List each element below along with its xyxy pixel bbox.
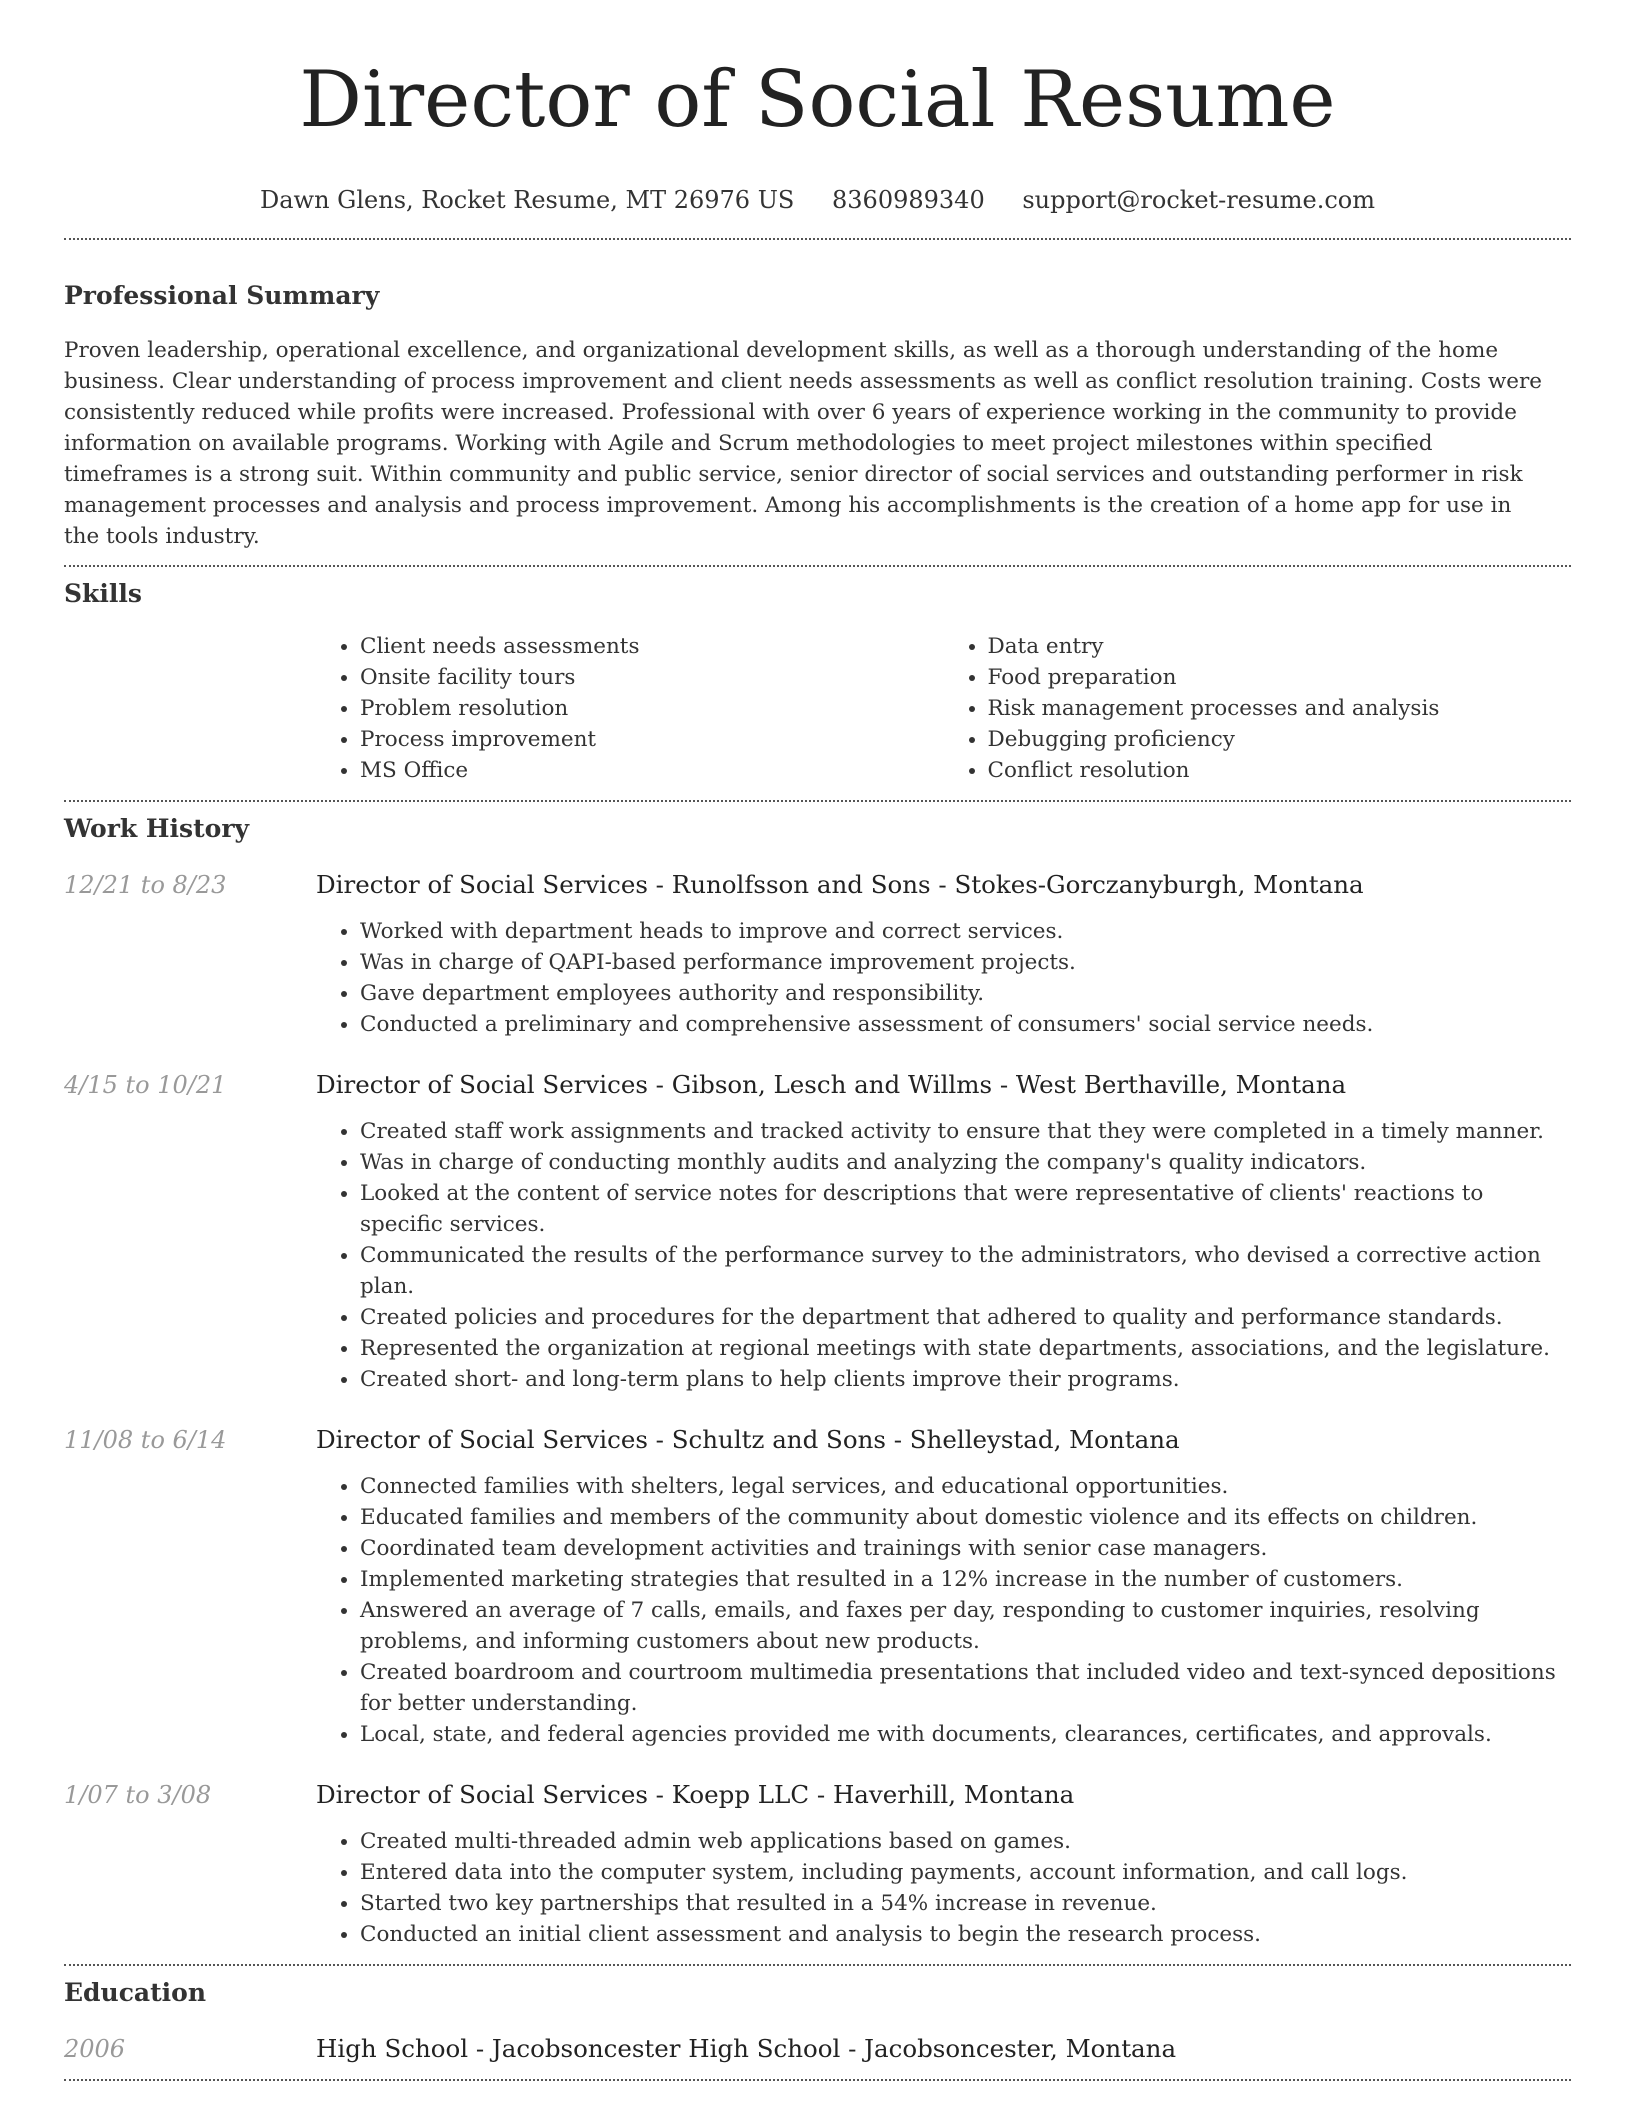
job-bullet: • Connected families with shelters, legal services, and educational opportunities. xyxy=(360,1471,1571,1502)
skills-column-right xyxy=(944,631,1572,786)
contact-phone: 8360989340 xyxy=(832,186,985,214)
skill-item: • MS Office xyxy=(360,755,944,786)
job-bullet: • Educated families and members of the community about domestic violence and its effects on children. xyxy=(360,1502,1571,1533)
job-bullet: • Created policies and procedures for the department that adhered to quality and performance standards. xyxy=(360,1302,1571,1333)
skills-heading: Skills xyxy=(64,579,142,608)
resume-page xyxy=(64,0,1571,2081)
skill-item: • Data entry xyxy=(988,631,1572,662)
job-bullet: • Started two key partnerships that resulted in a 54% increase in revenue. xyxy=(360,1888,1571,1919)
job-bullet: • Communicated the results of the performance survey to the administrators, who devised a corrective action plan. xyxy=(360,1240,1571,1302)
job-entry xyxy=(64,1779,1571,1811)
divider xyxy=(64,1964,1571,1966)
education-detail: High School - Jacobsoncester High School - Jacobsoncester, Montana xyxy=(316,2034,1177,2063)
skill-item: • Risk management processes and analysis xyxy=(988,693,1572,724)
skill-item: • Onsite facility tours xyxy=(360,662,944,693)
job-bullet: • Was in charge of QAPI-based performance improvement projects. xyxy=(360,947,1571,978)
divider xyxy=(64,238,1571,240)
job-bullets xyxy=(316,1471,1571,1750)
contact-address: Dawn Glens, Rocket Resume, MT 26976 US xyxy=(260,186,795,214)
job-bullet: • Conducted an initial client assessment and analysis to begin the research process. xyxy=(360,1919,1571,1950)
job-entry xyxy=(64,1069,1571,1101)
work-heading: Work History xyxy=(64,814,250,843)
job-bullet: • Local, state, and federal agencies provided me with documents, clearances, certificates, and approvals. xyxy=(360,1719,1571,1750)
job-dates: 1/07 to 3/08 xyxy=(64,1781,212,1809)
job-bullets xyxy=(316,1826,1571,1950)
divider xyxy=(64,2079,1571,2081)
skill-item: • Process improvement xyxy=(360,724,944,755)
job-bullet: • Conducted a preliminary and comprehensive assessment of consumers' social service needs. xyxy=(360,1009,1571,1040)
job-bullet: • Created boardroom and courtroom multimedia presentations that included video and text-synced depositions for better understanding. xyxy=(360,1657,1571,1719)
contact-email: support@rocket-resume.com xyxy=(1022,186,1375,214)
job-bullet: • Implemented marketing strategies that resulted in a 12% increase in the number of customers. xyxy=(360,1564,1571,1595)
job-bullet: • Created multi-threaded admin web applications based on games. xyxy=(360,1826,1571,1857)
job-entry xyxy=(64,869,1571,901)
skill-item: • Food preparation xyxy=(988,662,1572,693)
job-bullet: • Looked at the content of service notes for descriptions that were representative of clients' reactions to specific services. xyxy=(360,1178,1571,1240)
skill-item: • Debugging proficiency xyxy=(988,724,1572,755)
skills-column-left xyxy=(316,631,944,786)
divider xyxy=(64,565,1571,567)
job-entry xyxy=(64,1424,1571,1456)
job-bullet: • Was in charge of conducting monthly audits and analyzing the company's quality indicators. xyxy=(360,1147,1571,1178)
contact-line xyxy=(64,184,1571,216)
skill-item: • Client needs assessments xyxy=(360,631,944,662)
job-title: Director of Social Services - Runolfsson and Sons - Stokes-Gorczanyburgh, Montana xyxy=(316,870,1364,899)
skills-list xyxy=(316,631,1571,786)
job-bullet: • Worked with department heads to improve and correct services. xyxy=(360,916,1571,947)
job-bullets xyxy=(316,916,1571,1040)
summary-heading: Professional Summary xyxy=(64,281,380,310)
job-bullet: • Created short- and long-term plans to help clients improve their programs. xyxy=(360,1364,1571,1395)
job-dates: 11/08 to 6/14 xyxy=(64,1426,227,1454)
summary-text: Proven leadership, operational excellence, and organizational development skills, as well as a thorough understanding of the home business. Clear understanding of process improvement and client needs assessments as well as conflict resolution training. Costs were consistently reduced while profits were increased. Professional with over 6 years of experience working in the community to provide information on available programs. Working with Agile and Scrum methodologies to meet project milestones within specified timeframes is a strong suit. Within community and public service, senior director of social services and outstanding performer in risk management processes and analysis and process improvement. Among his accomplishments is the creation of a home app for use in the tools industry. xyxy=(64,338,1542,549)
education-year: 2006 xyxy=(64,2035,126,2063)
skill-item: • Problem resolution xyxy=(360,693,944,724)
page-title: Director of Social Resume xyxy=(299,55,1336,145)
job-bullet: • Entered data into the computer system, including payments, account information, and call logs. xyxy=(360,1857,1571,1888)
job-dates: 4/15 to 10/21 xyxy=(64,1071,227,1099)
job-bullet: • Coordinated team development activities and trainings with senior case managers. xyxy=(360,1533,1571,1564)
education-heading: Education xyxy=(64,1978,207,2007)
education-entry xyxy=(64,2033,1571,2065)
job-bullet: • Created staff work assignments and tracked activity to ensure that they were completed in a timely manner. xyxy=(360,1116,1571,1147)
job-bullet: • Represented the organization at regional meetings with state departments, associations, and the legislature. xyxy=(360,1333,1571,1364)
job-title: Director of Social Services - Koepp LLC - Haverhill, Montana xyxy=(316,1780,1075,1809)
skill-item: • Conflict resolution xyxy=(988,755,1572,786)
job-title: Director of Social Services - Gibson, Lesch and Willms - West Berthaville, Montana xyxy=(316,1070,1347,1099)
job-dates: 12/21 to 8/23 xyxy=(64,871,227,899)
divider xyxy=(64,800,1571,802)
job-bullets xyxy=(316,1116,1571,1395)
job-title: Director of Social Services - Schultz and Sons - Shelleystad, Montana xyxy=(316,1425,1180,1454)
job-bullet: • Gave department employees authority and responsibility. xyxy=(360,978,1571,1009)
job-bullet: • Answered an average of 7 calls, emails, and faxes per day, responding to customer inquiries, resolving problems, and informing customers about new products. xyxy=(360,1595,1571,1657)
